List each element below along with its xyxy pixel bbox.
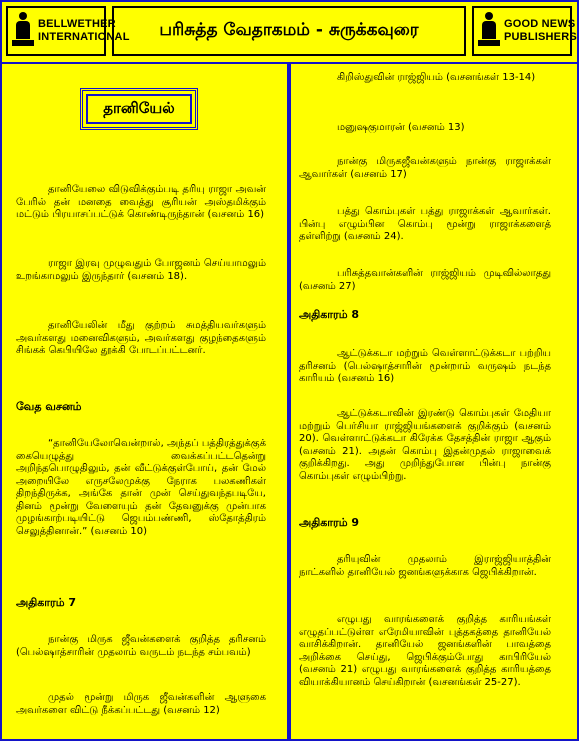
left-paragraph-5: நான்கு மிருக ஜீவன்களைக் குறித்த தரிசனம் (பெல்ஷாத்சாரின் முதலாம் வருடம் நடந்த சம்பவம்) (16, 634, 266, 658)
bell-figure-icon (12, 12, 34, 50)
left-paragraph-4: “தானியேலோவென்றால், அந்தப் பத்திரத்துக்குக் கையெழுத்து வைக்கப்பட்டதென்று அறிந்தபொழுதிலும், தன் வீட்டுக்குள்போய், தன் மேல் அறையிலே எருசலேமுக்கு நேராக பலகணிகள் திறந்திருக்க, அங்கே தான் முன் செய்துவந்தபடியே, தினம் மூன்று வேளையும் தன் தேவனுக்கு முன்பாக முழங்காற்படியிட்டு ஜெபம்பண்ணி, ஸ்தோத்திரம் செலுத்தினான்.” (வசனம் 10) (16, 438, 266, 537)
bellwether-logo (6, 6, 130, 56)
right-paragraph-5: பரிசுத்தவான்களின் ராஜ்ஜியம் முடிவில்லாதது (வசனம் 27) (299, 268, 551, 292)
logo-left-line2: INTERNATIONAL (38, 31, 130, 43)
good-news-logo (472, 6, 577, 56)
right-paragraph-6: ஆட்டுக்கடா மற்றும் வெள்ளாட்டுக்கடா பற்றிய தரிசனம் (பெல்ஷாத்சாரின் மூன்றாம் வருஷம் நடந்த காரியம் (வசனம் 16) (299, 348, 551, 384)
left-paragraph-3: தானியேலின் மீது குற்றம் சுமத்தியவர்களும் அவர்களது மனைவிகளும், அவர்களது குழந்தைகளும் சிங்கக் கெபியிலே தூக்கி போடப்பட்டனர். (16, 320, 266, 356)
left-column (2, 64, 287, 739)
heading-veda-vasanam: வேத வசனம் (16, 400, 82, 413)
right-paragraph-9: எழுபது வாரங்களைக் குறித்த காரியங்கள் எழுதப்பட்டுள்ள எரேமியாவின் புத்தகத்தை தானியேல் வாசிக்கிறான். தானியேல் ஜனங்களின் பாவத்தை அறிக்கை செய்து, ஜெபிக்கும்போது காபிரியேல் (வசனம் 21) எழுபது வாரங்களைக் குறித்த காரியத்தை வியாக்கியானம் செய்கிறான் (வசனங்கள் 25-27). (299, 614, 551, 688)
right-paragraph-3: நான்கு மிருகஜீவன்களும் நான்கு ராஜாக்கள் ஆவார்கள் (வசனம் 17) (299, 156, 551, 180)
heading-chapter-9: அதிகாரம் 9 (299, 516, 360, 529)
right-paragraph-7: ஆட்டுக்கடாவின் இரண்டு கொம்புகள் மேதியா மற்றும் பெர்சியா ராஜ்ஜியங்களைக் குறிக்கும் (வசனம் 20). வெள்ளாட்டுக்கடா கிரேக்க தேசத்தின் ராஜா ஆகும் (வசனம் 21). அதன் கொம்பு இதன்முதல் ராஜாவைக் குறிக்கிறது. அது முறிந்துபோன பின்பு நான்கு கொம்புகள் எழும்பிற்று. (299, 408, 551, 482)
logo-right-line2: PUBLISHERS (504, 31, 577, 43)
right-column (291, 64, 577, 739)
heading-chapter-8: அதிகாரம் 8 (299, 308, 360, 321)
logo-left-line1: BELLWETHER (38, 18, 116, 30)
left-paragraph-6: முதல் மூன்று மிருக ஜீவன்களின் ஆளுகை அவர்களை விட்டு நீக்கப்பட்டது (வசனம் 12) (16, 692, 266, 716)
right-paragraph-8: தரியுவின் முதலாம் இராஜ்ஜியாத்தின் நாட்களில் தானியேல் ஜனங்களுக்காக ஜெபிக்கிறான். (299, 554, 551, 578)
right-paragraph-4: பத்து கொம்புகள் பத்து ராஜாக்கள் ஆவார்கள். பின்பு எழும்பின கொம்பு மூன்று ராஜாக்களைத் தள்ளிற்று (வசனம் 24). (299, 206, 551, 242)
page-header (2, 2, 577, 62)
chapter-title: தானியேல் (80, 88, 198, 130)
logo-right-line1: GOOD NEWS (504, 18, 576, 30)
left-paragraph-2: ராஜா இரவு முழுவதும் போஜனம் செய்யாமலும் உறங்காமலும் இருந்தார் (வசனம் 18). (16, 258, 266, 282)
page-title: பரிசுத்த வேதாகமம் - சுருக்கவுரை (112, 6, 466, 56)
heading-chapter-7: அதிகாரம் 7 (16, 596, 77, 609)
right-paragraph-1: கிறிஸ்துவின் ராஜ்ஜியம் (வசனங்கள் 13-14) (337, 72, 536, 83)
book-figure-icon (478, 12, 500, 50)
right-paragraph-2: மனுஷகுமாரன் (வசனம் 13) (337, 122, 465, 133)
left-paragraph-1: தானியேலை விடுவிக்கும்படி தரியு ராஜா அவன் பேரில் தன் மனதை வைத்து சூரியன் அஸ்தமிக்கும் மட்டும் பிரயாசப்பட்டுக் கொண்டிருந்தான் (வசனம் 16) (16, 184, 266, 220)
